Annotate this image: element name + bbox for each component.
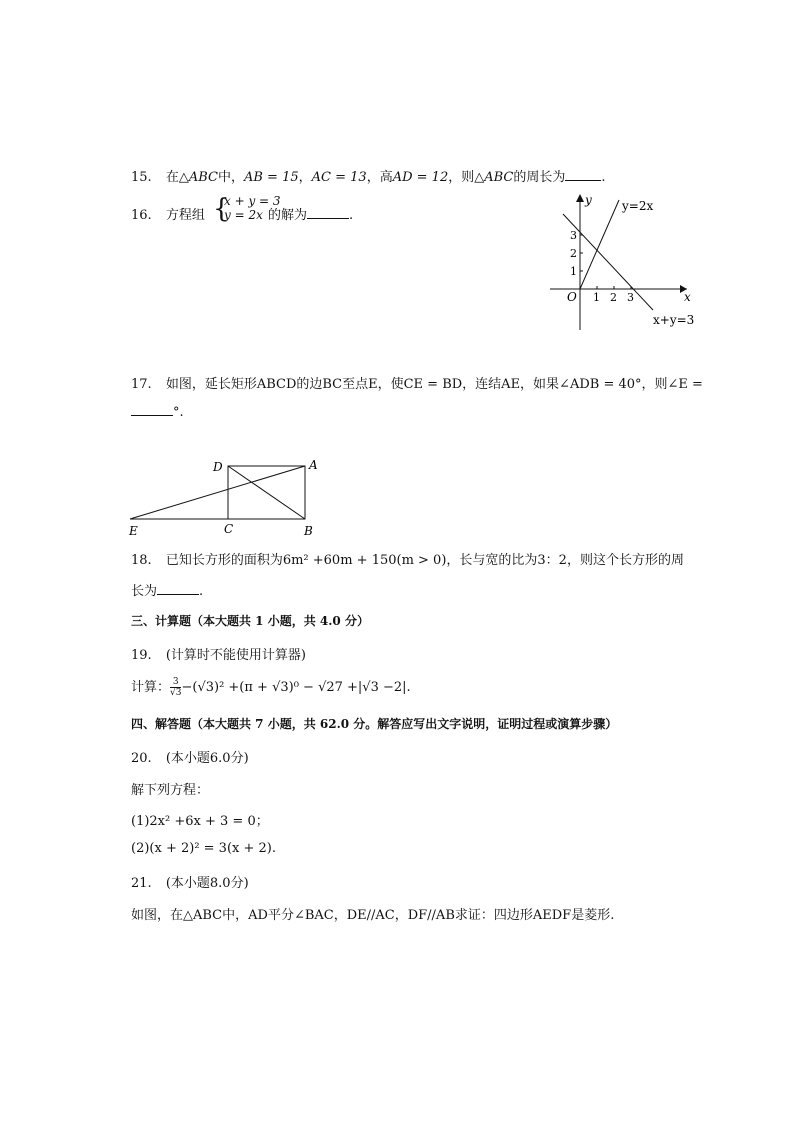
q19-note: (计算时不能使用计算器) (165, 648, 306, 663)
q19-frac-den: √3 (170, 688, 182, 698)
question-17 (131, 373, 703, 392)
q20-part2: (2)(x + 2)² = 3(x + 2). (131, 841, 276, 856)
q17-end: °. (173, 405, 184, 420)
y-tick-label-3: 3 (570, 229, 577, 242)
question-19 (131, 644, 306, 663)
section-4-heading: 四、解答题（本大题共 7 小题，共 62.0 分。解答应写出文字说明，证明过程或演算步骤） (131, 717, 618, 731)
y-axis-arrow-icon (576, 194, 584, 202)
q20-number: 20. (131, 751, 152, 766)
label-c: C (224, 522, 234, 536)
question-21 (131, 872, 249, 891)
q17-answer-blank[interactable] (131, 403, 173, 416)
q16-number: 16. (131, 208, 152, 223)
q17-number: 17. (131, 377, 152, 392)
label-b: B (304, 524, 313, 538)
q15-text: 在△ (165, 170, 189, 185)
x-axis-label: x (684, 290, 691, 304)
question-15 (131, 166, 606, 185)
q15-sep3: ，则△ (448, 170, 485, 185)
q18-end: . (199, 584, 204, 599)
q15-ac: AC = 13 (311, 170, 367, 185)
q16-end: . (349, 208, 354, 223)
q15-triangle2: ABC (484, 170, 514, 185)
y-axis-label: y (585, 193, 592, 207)
q18-number: 18. (131, 553, 152, 568)
q17-figure (125, 455, 325, 540)
q15-number: 15. (131, 170, 152, 185)
y-tick-label-1: 1 (570, 265, 577, 278)
q20-instruction: 解下列方程： (131, 783, 210, 798)
label-e: E (129, 524, 138, 538)
question-20 (131, 747, 249, 766)
q18-line1: 已知长方形的面积为6m² +60m + 150(m > 0)，长与宽的比为3：2，则这个长方形的周 (165, 553, 684, 568)
y-tick-label-2: 2 (570, 247, 577, 260)
question-16 (131, 204, 205, 223)
q16-brace: { (213, 194, 230, 224)
q19-expression (131, 676, 411, 698)
line2-label: x+y=3 (653, 313, 695, 327)
q15-sep1: ， (298, 170, 312, 185)
q19-label: 计算： (131, 680, 171, 695)
q20-score: (本小题6.0分) (165, 751, 249, 766)
q19-number: 19. (131, 648, 152, 663)
q15-sep2: ，高 (366, 170, 393, 185)
q15-answer-blank[interactable] (565, 168, 601, 181)
x-tick-label-3: 3 (627, 291, 634, 304)
q15-ab: AB = 15 (243, 170, 299, 185)
q15-text-b: 中， (217, 170, 244, 185)
q16-answer-blank[interactable] (307, 206, 349, 219)
q19-fraction (170, 677, 181, 698)
q18-answer-blank[interactable] (157, 582, 199, 595)
q17-text: 如图，延长矩形ABCD的边BC至点E，使CE = BD，连结AE，如果∠ADB = 40°，则∠E = (165, 377, 703, 392)
q15-end: . (601, 170, 606, 185)
q19-frac-num: 3 (172, 677, 179, 687)
q19-expr: −(√3)² +(π + √3)⁰ − √27 +|√3 −2|. (181, 680, 411, 695)
q16-eq2: y = 2x (224, 208, 263, 222)
origin-label: O (567, 290, 577, 304)
q16-pre: 方程组 (165, 208, 205, 223)
q15-triangle: ABC (188, 170, 218, 185)
q16-graph (545, 190, 705, 335)
x-tick-label-1: 1 (593, 291, 600, 304)
x-tick-label-2: 2 (610, 291, 617, 304)
q21-text: 如图，在△ABC中，AD平分∠BAC，DE//AC，DF//AB求证：四边形AEDF是菱形. (131, 908, 615, 923)
q17-line2 (131, 403, 184, 420)
label-d: D (213, 460, 223, 474)
q15-tail: 的周长为 (513, 170, 566, 185)
q16-post: 的解为 (268, 208, 308, 223)
label-a: A (309, 458, 318, 472)
section-3-heading: 三、计算题（本大题共 1 小题，共 4.0 分） (131, 614, 369, 628)
line1-label: y=2x (622, 199, 654, 213)
q18-line2: 长为 (131, 584, 158, 599)
diagonal-db (228, 466, 305, 519)
q21-number: 21. (131, 876, 152, 891)
q21-score: (本小题8.0分) (165, 876, 249, 891)
q20-part1: (1)2x² +6x + 3 = 0； (131, 814, 269, 829)
q15-ad: AD = 12 (392, 170, 449, 185)
q16-eq1: x + y = 3 (224, 194, 281, 208)
question-18 (131, 549, 684, 568)
q16-tail (268, 204, 353, 223)
q18-line2-row (131, 580, 203, 599)
line-y-2x (580, 200, 619, 289)
